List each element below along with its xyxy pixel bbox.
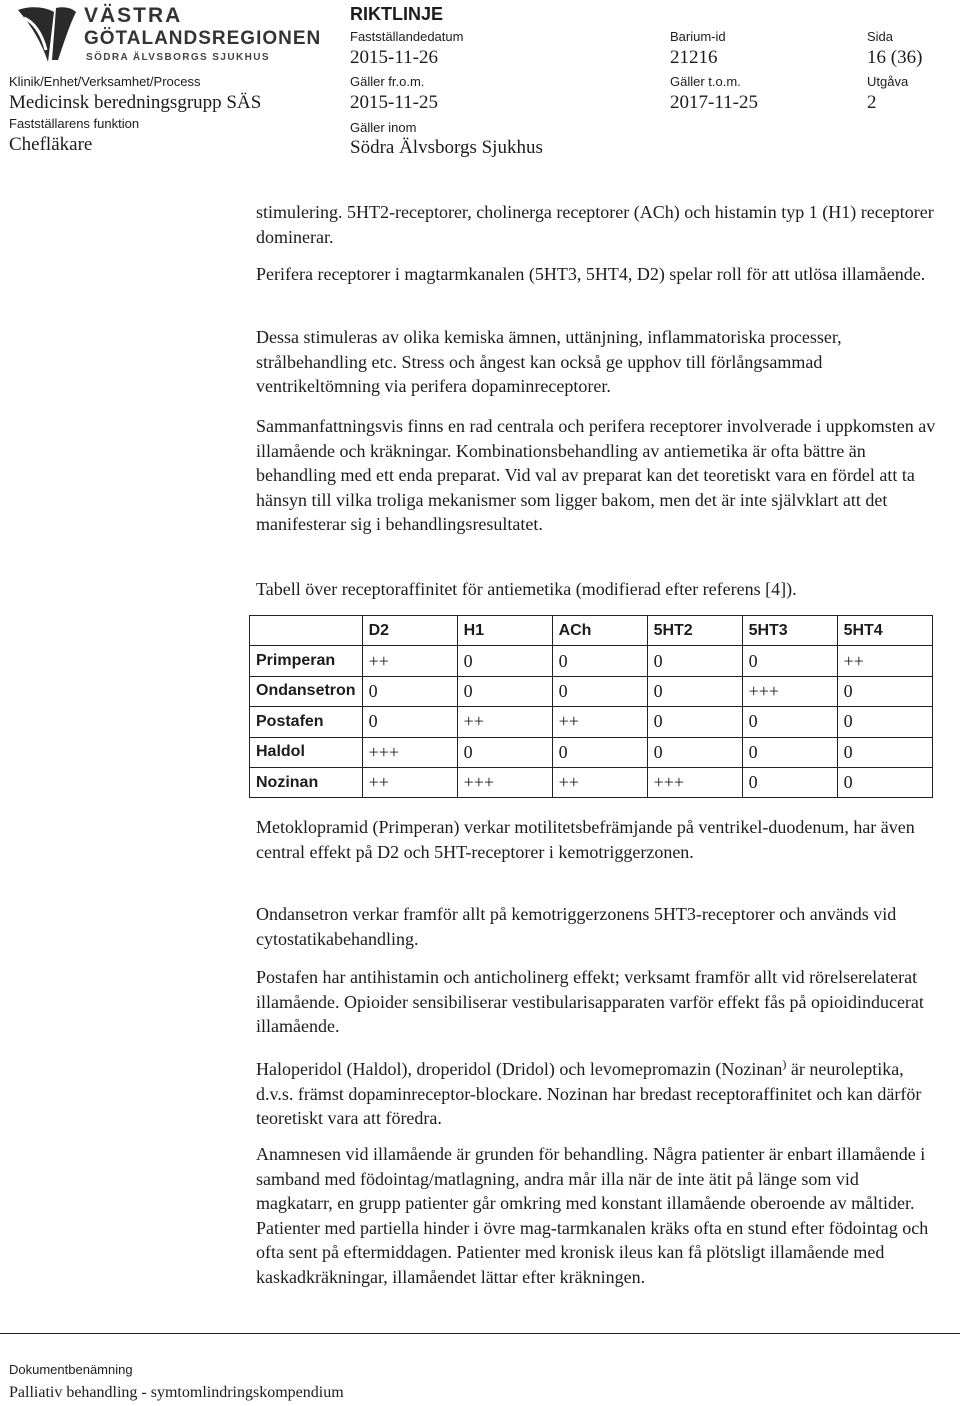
column-header: D2 [362, 616, 457, 646]
table-row [250, 646, 933, 676]
table-row [250, 767, 933, 797]
table-cell: 0 [742, 707, 837, 737]
table-cell: 0 [647, 707, 742, 737]
table-cell: 0 [457, 676, 552, 706]
column-header [250, 616, 363, 646]
document-type: RIKTLINJE [350, 4, 444, 24]
paragraph-metoklopramid: Metoklopramid (Primperan) verkar motilitetsbefrämjande på ventrikel-duodenum, har även central effekt på D2 och 5HT-receptorer i kemotriggerzonen. [256, 817, 915, 862]
table-cell: +++ [647, 767, 742, 797]
function-value: Chefläkare [9, 134, 93, 155]
column-header: 5HT4 [837, 616, 932, 646]
paragraph-receptors-peripheral: Perifera receptorer i magtarmkanalen (5HT3, 5HT4, D2) spelar roll för att utlösa illamående. [256, 264, 926, 284]
table-cell: ++ [362, 646, 457, 676]
table-cell: ++ [837, 646, 932, 676]
unit-label: Klinik/Enhet/Verksamhet/Process [9, 74, 201, 89]
region-logo-icon [14, 4, 78, 66]
function-label: Fastställarens funktion [9, 116, 140, 131]
page-label: Sida [867, 29, 894, 44]
document-name-label: Dokumentbenämning [9, 1362, 133, 1377]
logo [14, 4, 324, 66]
table-row [250, 707, 933, 737]
paragraph-neuroleptika [256, 1052, 936, 1131]
valid-from-label: Gäller fr.o.m. [350, 74, 425, 89]
table-cell: +++ [457, 767, 552, 797]
valid-to-label: Gäller t.o.m. [670, 74, 741, 89]
paragraph-receptors-central: stimulering. 5HT2-receptorer, cholinerga receptorer (ACh) och histamin typ 1 (H1) receptorer dominerar. [256, 202, 934, 247]
table-row [250, 676, 933, 706]
document-name-value: Palliativ behandling - symtomlindringskompendium [9, 1384, 344, 1401]
table-cell: 0 [837, 707, 932, 737]
column-header: 5HT2 [647, 616, 742, 646]
row-header: Haldol [250, 737, 363, 767]
valid-to-value: 2017-11-25 [670, 92, 758, 113]
table-cell: 0 [457, 737, 552, 767]
table-cell: ++ [552, 767, 647, 797]
column-header: ACh [552, 616, 647, 646]
table-cell: 0 [552, 737, 647, 767]
valid-within-value: Södra Älvsborgs Sjukhus [350, 137, 543, 158]
table-cell: 0 [647, 646, 742, 676]
paragraph-stimuli: Dessa stimuleras av olika kemiska ämnen, uttänjning, inflammatoriska processer, strålbehandling etc. Stress och ångest kan också ge upphov till förlångsammad ventrikeltömning via perifera dopaminreceptorer. [256, 327, 842, 397]
table-cell: 0 [362, 676, 457, 706]
established-label: Fastställandedatum [350, 29, 464, 44]
logo-line-1: VÄSTRA [84, 4, 183, 27]
table-cell: +++ [742, 676, 837, 706]
table-cell: 0 [837, 737, 932, 767]
page-number: 16 (36) [867, 47, 923, 68]
table-cell: 0 [837, 767, 932, 797]
edition-value: 2 [867, 92, 877, 113]
barium-value: 21216 [670, 47, 718, 68]
table-cell: 0 [457, 646, 552, 676]
table-cell: 0 [552, 676, 647, 706]
row-header: Primperan [250, 646, 363, 676]
table-cell: 0 [647, 676, 742, 706]
footer-divider [0, 1333, 960, 1334]
edition-label: Utgåva [867, 74, 909, 89]
established-value: 2015-11-26 [350, 47, 438, 68]
table-cell: 0 [837, 676, 932, 706]
paragraph-postafen: Postafen har antihistamin och anticholinerg effekt; verksamt framför allt vid rörelserelaterat illamående. Opioider sensibiliserar vestibularisapparaten varför effekt fås på opioidinducerat illamående. [256, 967, 924, 1037]
neuroleptika-text-start: Haloperidol (Haldol), droperidol (Dridol) och levomepromazin (Nozinan [256, 1059, 783, 1079]
row-header: Nozinan [250, 767, 363, 797]
table-caption: Tabell över receptoraffinitet för antiemetika (modifierad efter referens [4]). [256, 579, 797, 599]
table-cell: ++ [457, 707, 552, 737]
row-header: Ondansetron [250, 676, 363, 706]
table-cell: 0 [362, 707, 457, 737]
paragraph-anamnes: Anamnesen vid illamående är grunden för behandling. Några patienter är enbart illamående i samband med födointag/matlagning, andra mår illa när de inte ätit på länge som vid magkatarr, en grupp patienter går omkring med konstant illamående oberoende av måltider. Patienter med partiella hinder i övre mag-tarmkanalen kräks ofta en stund efter födointag och ofta sent på eftermiddagen. Patienter med kronisk ileus kan få plötsligt illamående med kaskadkräkningar, illamåendet lättar efter kräkningen. [256, 1144, 929, 1287]
valid-within-label: Gäller inom [350, 120, 417, 135]
column-header: 5HT3 [742, 616, 837, 646]
paragraph-ondansetron: Ondansetron verkar framför allt på kemotriggerzonens 5HT3-receptorer och används vid cytostatikabehandling. [256, 904, 897, 949]
table-cell: +++ [362, 737, 457, 767]
column-header: H1 [457, 616, 552, 646]
neuroleptika-text-end: är neuroleptika, d.v.s. främst dopaminreceptor-blockare. Nozinan har bredast receptoraffinitet och kan därför teoretiskt vara att föredra. [256, 1059, 922, 1129]
table-cell: 0 [647, 737, 742, 767]
table-cell: ++ [362, 767, 457, 797]
table-cell: ++ [552, 707, 647, 737]
row-header: Postafen [250, 707, 363, 737]
table-cell: 0 [742, 737, 837, 767]
receptor-affinity-table [249, 615, 933, 798]
unit-value: Medicinsk beredningsgrupp SÄS [9, 92, 262, 113]
superscript-mark: ) [782, 1057, 787, 1071]
logo-line-2: GÖTALANDSREGIONEN [84, 28, 322, 49]
table-header-row [250, 616, 933, 646]
barium-label: Barium-id [670, 29, 726, 44]
valid-from-value: 2015-11-25 [350, 92, 438, 113]
table-cell: 0 [742, 767, 837, 797]
table-row [250, 737, 933, 767]
table-cell: 0 [552, 646, 647, 676]
table-cell: 0 [742, 646, 837, 676]
logo-line-3: SÖDRA ÄLVSBORGS SJUKHUS [86, 52, 270, 63]
paragraph-summary: Sammanfattningsvis finns en rad centrala och perifera receptorer involverade i uppkomsten av illamående och kräkningar. Kombinationsbehandling av antiemetika är ofta bättre än behandling med ett enda preparat. Vid val av preparat kan det teoretiskt vara en fördel att ta hänsyn till vilka troliga mekanismer som ligger bakom, men det är inte självklart att det manifesterar sig i behandlingsresultatet. [256, 416, 936, 535]
